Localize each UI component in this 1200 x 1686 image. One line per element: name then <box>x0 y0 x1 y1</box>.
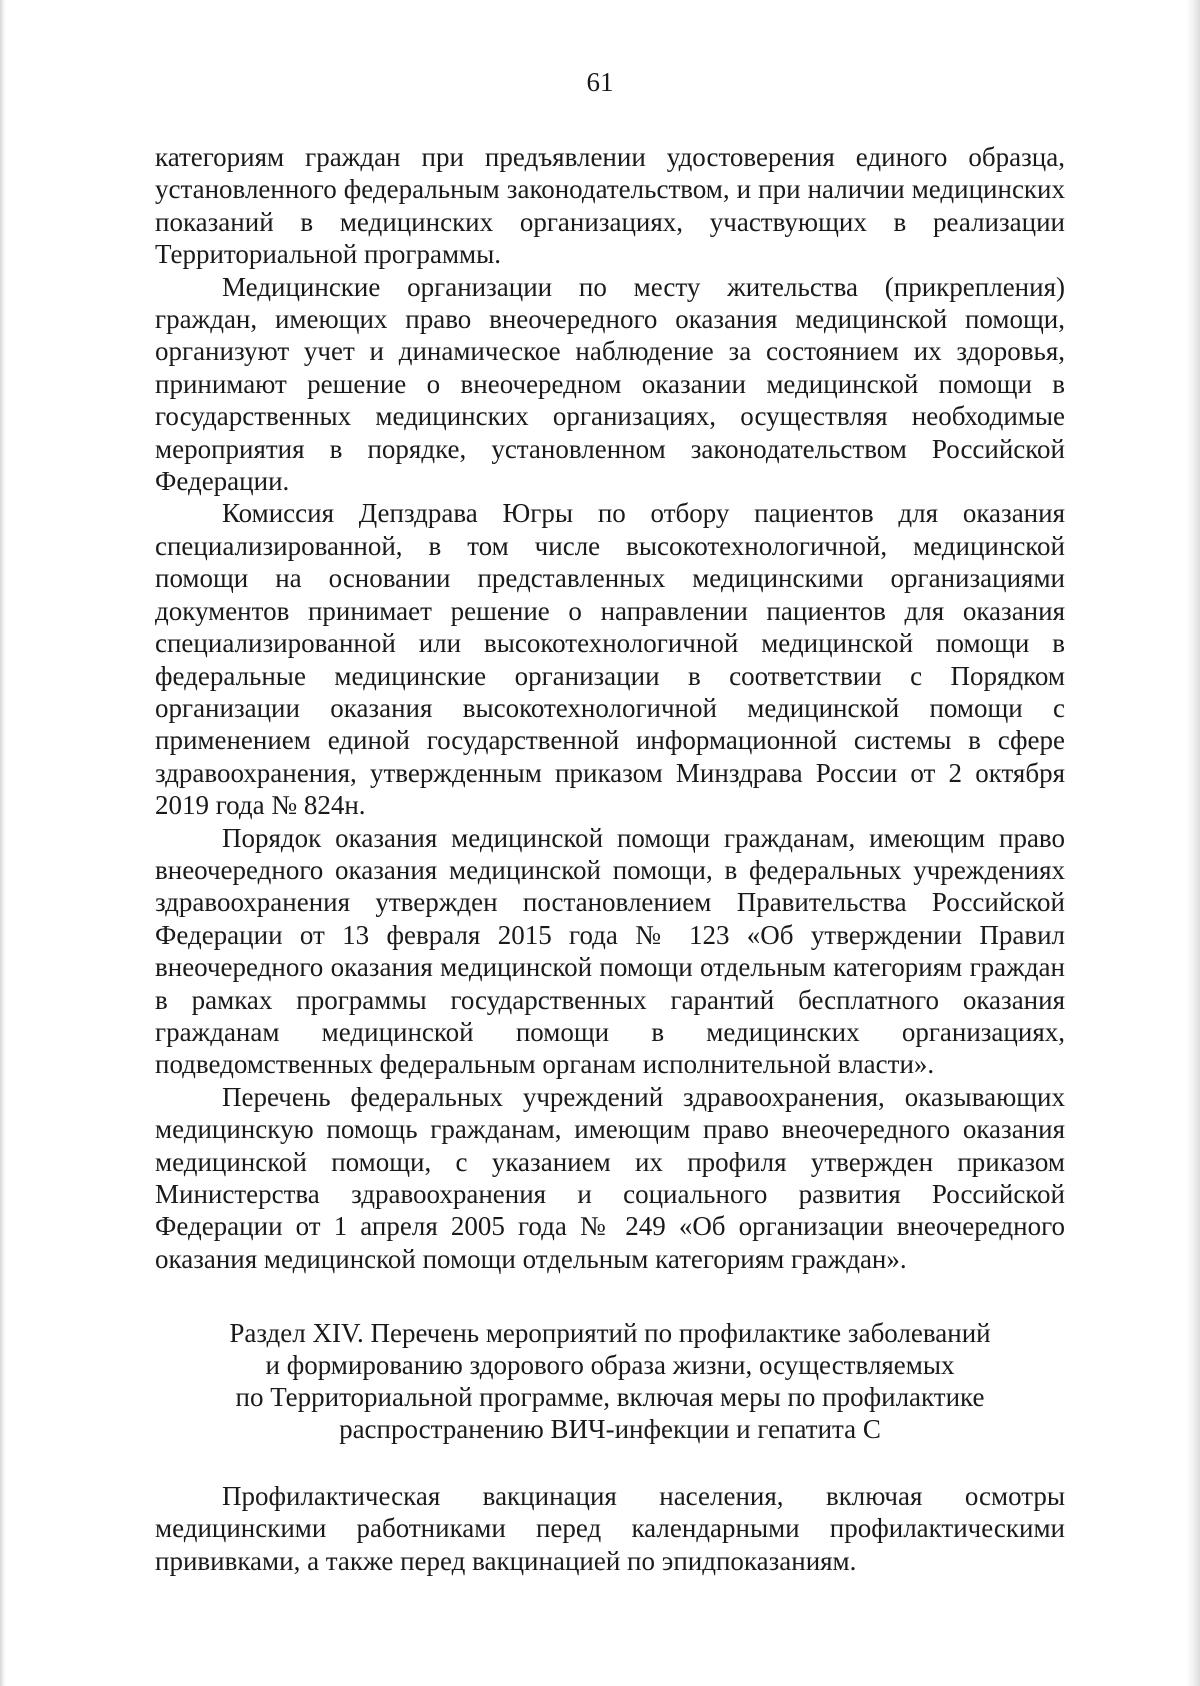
section-heading-line-1: Раздел XIV. Перечень мероприятий по профилактике заболеваний <box>229 1318 991 1348</box>
scan-edge-right <box>1186 0 1200 1686</box>
section-heading-line-3: по Территориальной программе, включая меры по профилактике <box>235 1382 985 1412</box>
final-text <box>155 1480 1065 1577</box>
section-heading <box>155 1317 1065 1445</box>
paragraph-final: Профилактическая вакцинация населения, включая осмотры медицинскими работниками перед календарными профилактическими прививками, а также перед вакцинацией по эпидпоказаниям. <box>155 1481 1065 1576</box>
body-text <box>155 141 1065 1275</box>
paragraph-4: Порядок оказания медицинской помощи гражданам, имеющим право внеочередного оказания медицинской помощи, в федеральных учреждениях здравоохранения утвержден постановлением Правительства Российской Федерации от 13 февраля 2015 года № 123 «Об утверждении Правил внеочередного оказания медицинской помощи отдельным категориям граждан в рамках программы государственных гарантий бесплатного оказания гражданам медицинской помощи в медицинских организациях, подведомственных федеральным органам исполнительной власти». <box>155 822 1065 1080</box>
scan-edge-left <box>0 0 6 1686</box>
paragraph-5: Перечень федеральных учреждений здравоохранения, оказывающих медицинскую помощь гражданам, имеющим право внеочередного оказания медицинской помощи, с указанием их профиля утвержден приказом Министерства здравоохранения и социального развития Российской Федерации от 1 апреля 2005 года № 249 «Об организации внеочередного оказания медицинской помощи отдельным категориям граждан». <box>155 1081 1065 1274</box>
section-heading-line-4: распространению ВИЧ-инфекции и гепатита С <box>339 1414 881 1444</box>
section-heading-line-2: и формированию здорового образа жизни, осуществляемых <box>265 1350 955 1380</box>
paragraph-2: Медицинские организации по месту жительства (прикрепления) граждан, имеющих право внеочередного оказания медицинской помощи, организуют учет и динамическое наблюдение за состоянием их здоровья, принимают решение о внеочередном оказании медицинской помощи в государственных медицинских организациях, осуществляя необходимые мероприятия в порядке, установленном законодательством Российской Федерации. <box>155 271 1065 497</box>
page-number: 61 <box>586 67 614 97</box>
paragraph-1: категориям граждан при предъявлении удостоверения единого образца, установленного федеральным законодательством, и при наличии медицинских показаний в медицинских организациях, участвующих в реализации Территориальной программы. <box>155 142 1065 270</box>
paragraph-3: Комиссия Депздрава Югры по отбору пациентов для оказания специализированной, в том числе высокотехнологичной, медицинской помощи на основании представленных медицинскими организациями документов принимает решение о направлении пациентов для оказания специализированной или высокотехнологичной медицинской помощи в федеральные медицинские организации в соответствии с Порядком организации оказания высокотехнологичной медицинской помощи с применением единой государственной информационной системы в сфере здравоохранения, утвержденным приказом Минздрава России от 2 октября 2019 года № 824н. <box>155 498 1065 821</box>
